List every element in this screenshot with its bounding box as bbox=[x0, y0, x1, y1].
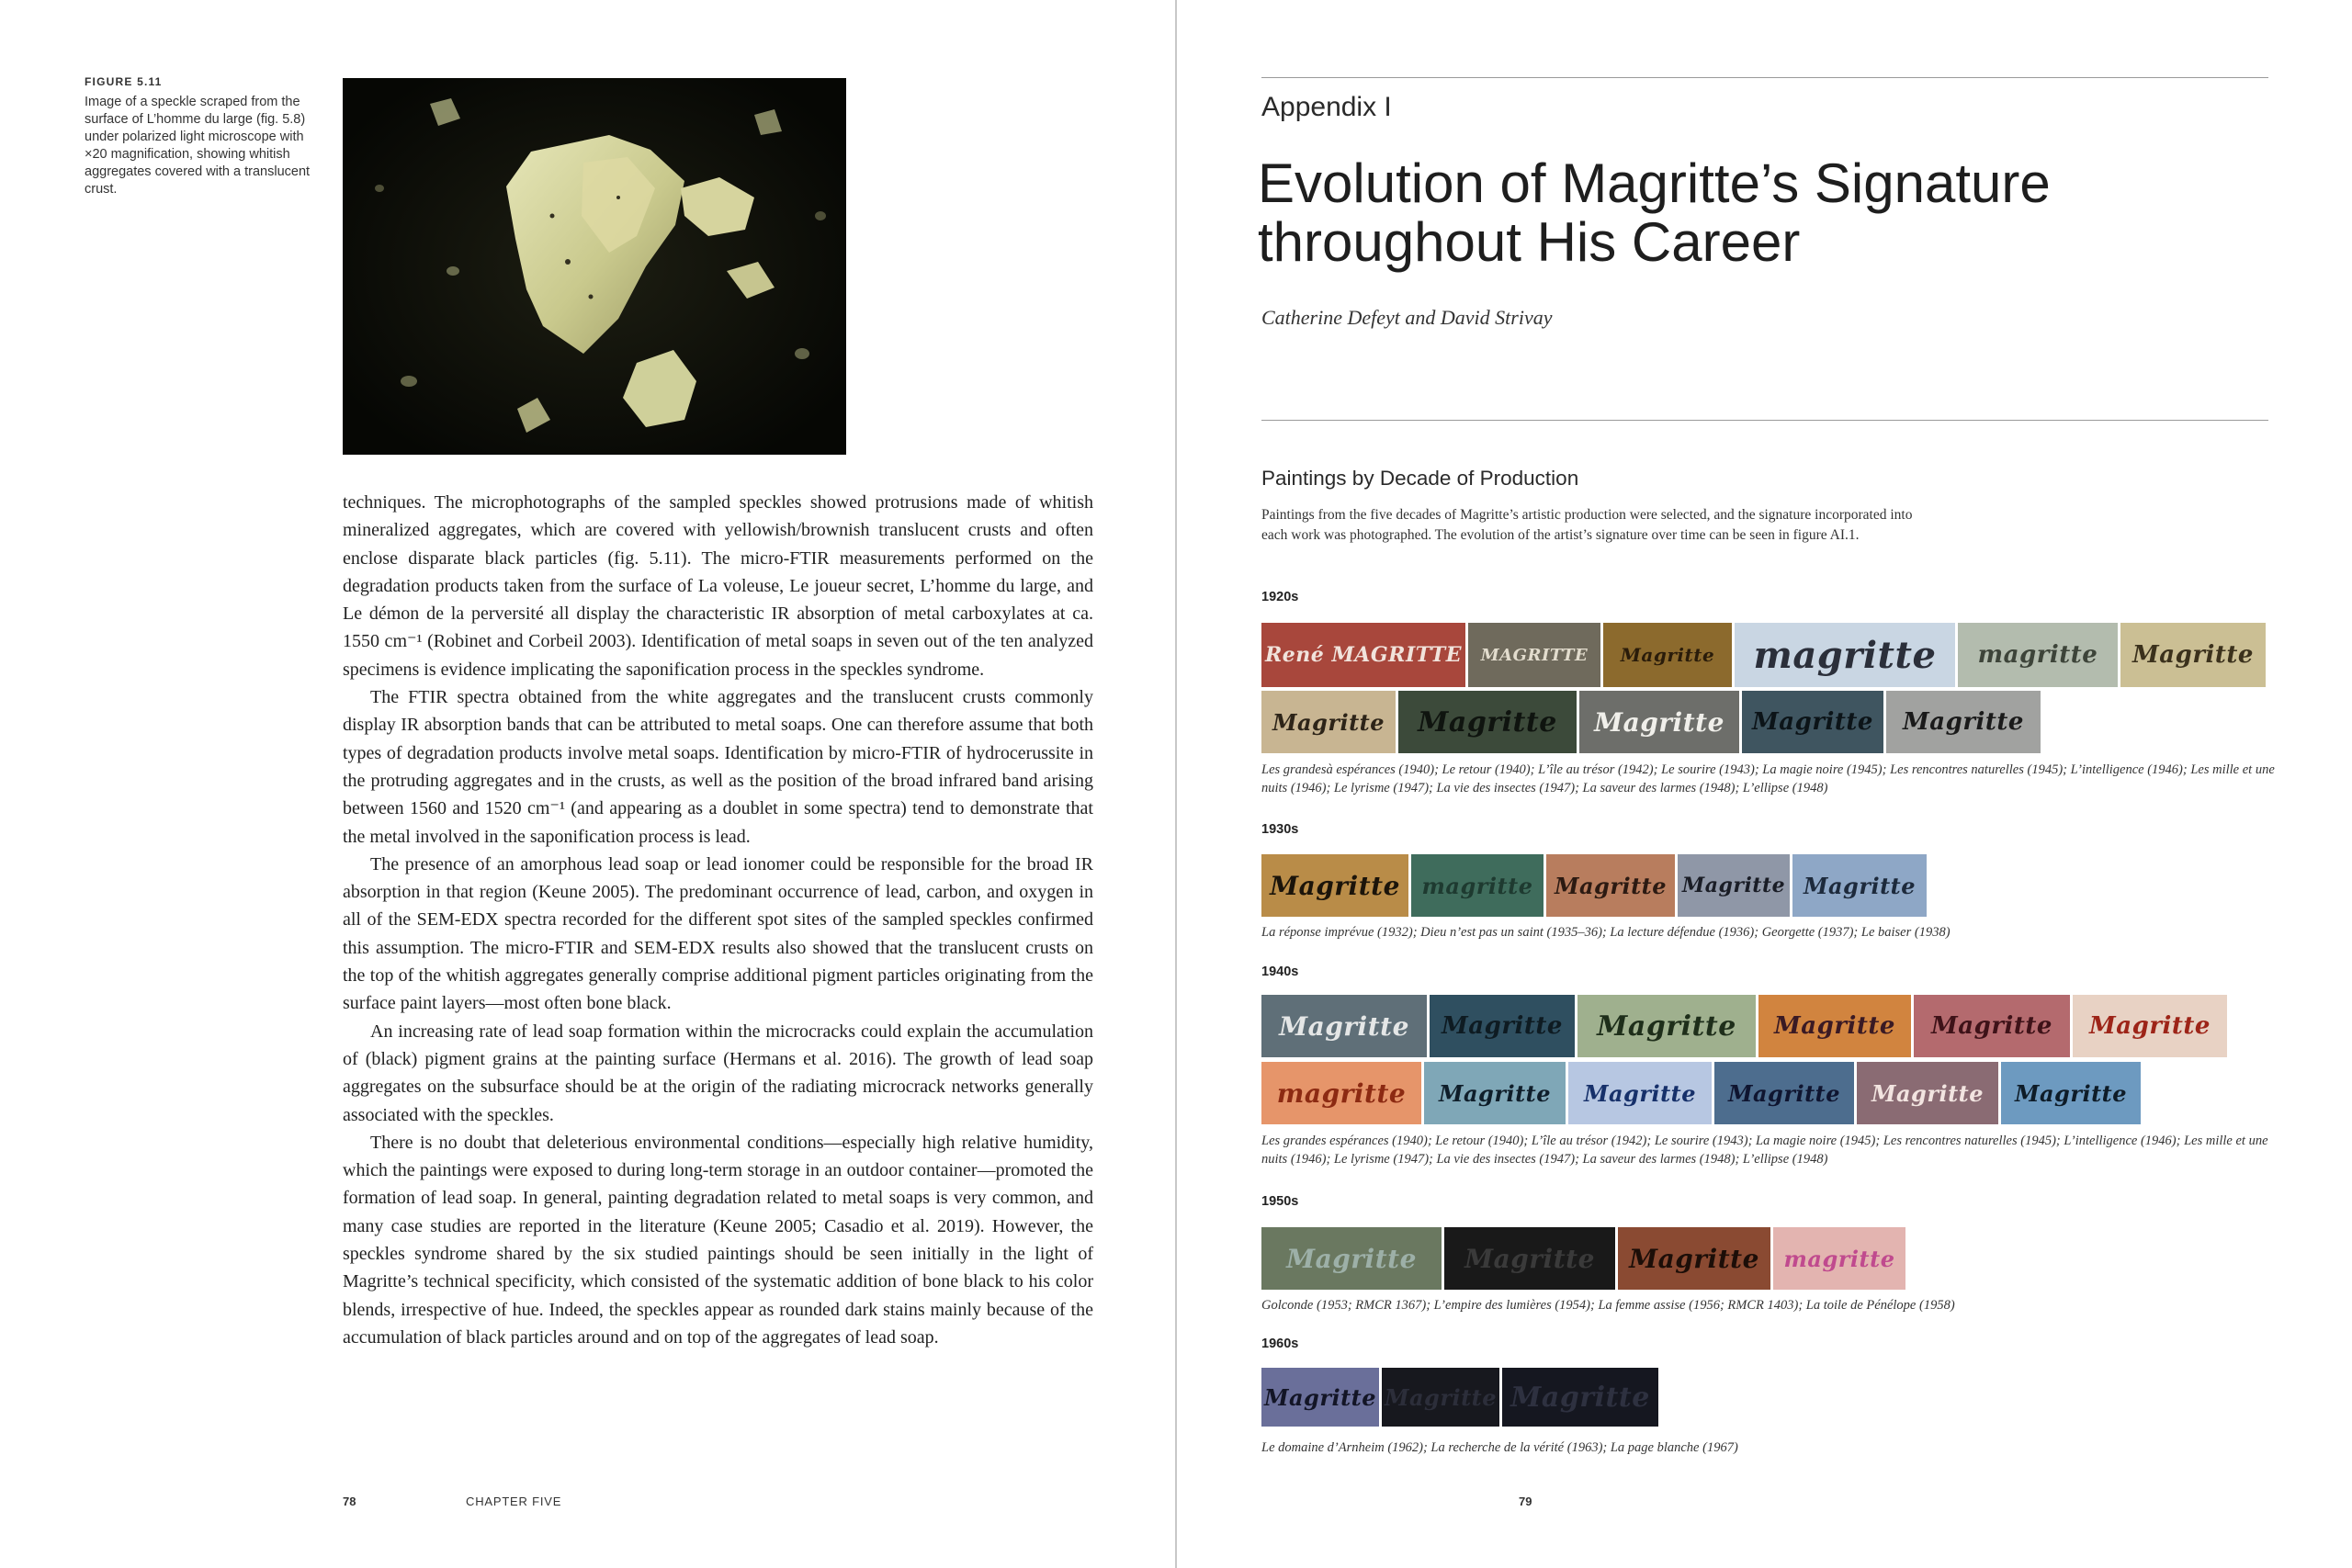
signature-text: magritte bbox=[1977, 641, 2098, 669]
credits-1960s: Le domaine d’Arnheim (1962); La recherche de la vérité (1963); La page blanche (1967) bbox=[1261, 1440, 1738, 1455]
signature-text: Magritte bbox=[1681, 874, 1786, 897]
body-paragraph-2: The FTIR spectra obtained from the white aggregates and the translucent crusts commonly display IR absorption bands that can be attributed to metal soaps. One can therefore assume that both types of degradation products involve metal soaps. Identification by micro-FTIR of hydrocerussite in the protruding aggregates and in the crusts, as well as the position of the broad infrared band arising between 1560 and 1520 cm⁻¹ (and appearing as a doublet in some spectra) tend to demonstrate that the metal involved in the saponification process is lead. bbox=[343, 687, 1093, 847]
signature-text: Magritte bbox=[2014, 1079, 2128, 1107]
signature-text: Magritte bbox=[1903, 708, 2024, 736]
signature-swatch bbox=[1261, 623, 1465, 687]
signature-text: Magritte bbox=[1629, 1243, 1759, 1274]
signature-row-1950s bbox=[1261, 1227, 1905, 1290]
signature-text: Magritte bbox=[1594, 706, 1724, 738]
signature-swatch bbox=[1579, 691, 1739, 753]
top-rule bbox=[1261, 77, 2268, 78]
signature-swatch bbox=[1502, 1368, 1658, 1427]
right-page bbox=[1177, 0, 2352, 1568]
signature-text: Magritte bbox=[1597, 1010, 1736, 1043]
signature-swatch bbox=[1886, 691, 2041, 753]
signature-text: magritte bbox=[1753, 633, 1937, 677]
signature-text: Magritte bbox=[1774, 1012, 1895, 1040]
signature-swatch bbox=[1792, 854, 1927, 917]
signature-swatch bbox=[1261, 1062, 1421, 1124]
signature-text: Magritte bbox=[1620, 644, 1715, 666]
page-number-right: 79 bbox=[1519, 1495, 1532, 1508]
signature-swatch bbox=[1424, 1062, 1566, 1124]
signature-swatch bbox=[1382, 1368, 1499, 1427]
credits-1930s: La réponse imprévue (1932); Dieu n’est pas un saint (1935–36); La lecture défendue (1936); Georgette (1937); Le baiser (1938) bbox=[1261, 925, 1951, 940]
signature-swatch bbox=[1603, 623, 1732, 687]
signature-swatch bbox=[1735, 623, 1955, 687]
signature-swatch bbox=[1857, 1062, 1998, 1124]
signature-text: Magritte bbox=[1583, 1079, 1697, 1107]
signature-text: Magritte bbox=[1272, 708, 1385, 736]
intro-paragraph: Paintings from the five decades of Magritte’s artistic production were selected, and the signature incorporated into each work was photographed. The evolution of the artist’s signature over time can be seen in figure AI.1. bbox=[1261, 507, 1913, 543]
credits-1950s: Golconde (1953; RMCR 1367); L’empire des lumières (1954); La femme assise (1956; RMCR 1403); La toile de Pénélope (1958) bbox=[1261, 1298, 1955, 1313]
signature-row-1920s-b bbox=[1261, 691, 2041, 753]
figure-caption bbox=[85, 73, 323, 198]
signature-swatch bbox=[1773, 1227, 1905, 1290]
signature-swatch bbox=[1261, 1227, 1442, 1290]
body-paragraph-5: There is no doubt that deleterious environmental conditions—especially high relative humidity, which the paintings were exposed to during long-term storage in an outdoor container—promoted the formation of lead soap. In general, painting degradation related to metal soaps is very common, and many case studies are reported in the literature (Keune 2005; Casadio et al. 2019). However, the speckles syndrome shared by the six studied paintings should be seen initially in the light of Magritte’s technical specificity, which consisted of the systematic addition of bone black to his color blends, irrespective of hue. Indeed, the speckles appear as rounded dark stains mainly because of the accumulation of black particles around and on top of the aggregates of lead soap. bbox=[343, 1132, 1093, 1348]
credits-1940s: Les grandes espérances (1940); Le retour (1940); L’île au trésor (1942); Le sourire (1943); La magie noire (1945); Les rencontres naturelles (1945); L’intelligence (1946); Les mille et une nuits (1946); Le lyrisme (1947); La vie des insectes (1947); La saveur des larmes (1948); L’ellipse (1948) bbox=[1261, 1134, 2268, 1167]
appendix-label: Appendix I bbox=[1261, 92, 1392, 122]
figure-label: FIGURE 5.11 bbox=[85, 75, 163, 88]
body-paragraph-4: An increasing rate of lead soap formation within the microcracks could explain the accumulation of (black) pigment grains at the painting surface (Hermans et al. 2016). The growth of lead soap aggregates on the subsurface should be at the origin of the radiating microcrack networks generally associated with the speckles. bbox=[343, 1021, 1093, 1125]
signature-text: Magritte bbox=[1464, 1243, 1595, 1274]
page-number-left: 78 bbox=[343, 1495, 356, 1508]
signature-swatch bbox=[1398, 691, 1577, 753]
section-heading: Paintings by Decade of Production bbox=[1261, 467, 1579, 490]
signature-swatch bbox=[1430, 995, 1575, 1057]
left-page bbox=[0, 0, 1175, 1568]
figure-caption-text: Image of a speckle scraped from the surface of L’homme du large (fig. 5.8) under polarized light microscope with ×20 magnification, showing whitish aggregates covered with a translucent crust. bbox=[85, 95, 311, 197]
title-line-1: Evolution of Magritte’s Signature bbox=[1258, 152, 2051, 214]
signature-swatch bbox=[1914, 995, 2070, 1057]
speckle-micrograph-graphic bbox=[343, 78, 846, 455]
signature-row-1920s-a bbox=[1261, 623, 2266, 687]
signature-swatch bbox=[1714, 1062, 1854, 1124]
signature-text: magritte bbox=[1276, 1077, 1407, 1109]
running-head: CHAPTER FIVE bbox=[466, 1495, 562, 1508]
signature-swatch bbox=[1742, 691, 1883, 753]
signature-swatch bbox=[1618, 1227, 1770, 1290]
signature-swatch bbox=[2120, 623, 2266, 687]
signature-swatch bbox=[2073, 995, 2227, 1057]
signature-text: Magritte bbox=[2089, 1012, 2211, 1040]
appendix-title bbox=[1258, 154, 2177, 272]
signature-text: Magritte bbox=[2132, 641, 2254, 669]
signature-text: Magritte bbox=[1931, 1012, 2052, 1040]
signature-text: Magritte bbox=[1418, 705, 1557, 739]
signature-swatch bbox=[1577, 995, 1756, 1057]
signature-text: Magritte bbox=[1871, 1079, 1984, 1107]
signature-swatch bbox=[1411, 854, 1544, 917]
signature-text: Magritte bbox=[1727, 1079, 1841, 1107]
speckle-micrograph bbox=[343, 78, 846, 455]
authors: Catherine Defeyt and David Strivay bbox=[1261, 306, 1553, 329]
signature-text: Magritte bbox=[1752, 708, 1873, 736]
signature-swatch bbox=[1546, 854, 1675, 917]
decade-label-1920s: 1920s bbox=[1261, 590, 1299, 604]
signature-text: René MAGRITTE bbox=[1265, 643, 1462, 667]
signature-swatch bbox=[1261, 1368, 1379, 1427]
signature-text: MAGRITTE bbox=[1480, 645, 1589, 665]
credits-1920s: Les grandesà espérances (1940); Le retour (1940); L’île au trésor (1942); Le sourire (1943); La magie noire (1945); Les rencontres naturelles (1945); L’intelligence (1946); Les mille et une nuits (1946); Le lyrisme (1947); La vie des insectes (1947); La saveur des larmes (1948); L’ellipse (1948) bbox=[1261, 762, 2275, 795]
signature-swatch bbox=[1261, 854, 1408, 917]
signature-row-1960s bbox=[1261, 1368, 1658, 1427]
signature-text: magritte bbox=[1421, 872, 1533, 899]
signature-swatch bbox=[1261, 691, 1396, 753]
signature-row-1930s bbox=[1261, 854, 1927, 917]
decade-label-1960s: 1960s bbox=[1261, 1337, 1299, 1351]
signature-swatch bbox=[1261, 995, 1427, 1057]
signature-swatch bbox=[1958, 623, 2118, 687]
signature-text: Magritte bbox=[1442, 1012, 1563, 1040]
body-paragraph-1: techniques. The microphotographs of the sampled speckles showed protrusions made of whitish mineralized aggregates, which are covered with yellowish/brownish translucent crusts and often enclose disparate black particles (fig. 5.11). The micro-FTIR measurements performed on the degradation products taken from the surface of La voleuse, Le joueur secret, L’homme du large, and Le démon de la perversité all display the characteristic IR absorption of metal carboxylates at ca. 1550 cm⁻¹ (Robinet and Corbeil 2003). Identification of metal soaps in seven out of the ten analyzed specimens is evidence implicating the saponification process in the speckles syndrome. bbox=[343, 492, 1093, 680]
signature-swatch bbox=[1758, 995, 1911, 1057]
title-line-2: throughout His Career bbox=[1258, 211, 1801, 273]
signature-row-1940s-a bbox=[1261, 995, 2227, 1057]
signature-swatch bbox=[1678, 854, 1790, 917]
decade-label-1940s: 1940s bbox=[1261, 964, 1299, 979]
signature-text: Magritte bbox=[1270, 870, 1400, 901]
signature-text: Magritte bbox=[1263, 1383, 1377, 1411]
signature-text: magritte bbox=[1783, 1245, 1895, 1272]
signature-text: Magritte bbox=[1510, 1381, 1650, 1414]
decade-label-1930s: 1930s bbox=[1261, 822, 1299, 837]
section-rule bbox=[1261, 420, 2268, 421]
chapter-body-text bbox=[343, 489, 1093, 1351]
signature-text: Magritte bbox=[1803, 872, 1917, 899]
signature-text: Magritte bbox=[1286, 1243, 1417, 1274]
signature-swatch bbox=[2001, 1062, 2141, 1124]
body-paragraph-3: The presence of an amorphous lead soap or lead ionomer could be responsible for the broad IR absorption in that region (Keune 2005). The predominant occurrence of lead, carbon, and oxygen in all of the SEM-EDX spectra recorded for the different spot sites of the sampled speckles confirmed this assumption. The micro-FTIR and SEM-EDX results also showed that the translucent crusts on the top of the whitish aggregates generally comprise additional pigment particles originating from the surface paint layers—most often bone black. bbox=[343, 853, 1093, 1014]
signature-text: Magritte bbox=[1438, 1079, 1552, 1107]
signature-row-1940s-b bbox=[1261, 1062, 2141, 1124]
signature-swatch bbox=[1468, 623, 1600, 687]
signature-text: Magritte bbox=[1384, 1383, 1498, 1411]
signature-text: Magritte bbox=[1554, 872, 1668, 899]
signature-swatch bbox=[1568, 1062, 1712, 1124]
signature-swatch bbox=[1444, 1227, 1615, 1290]
decade-label-1950s: 1950s bbox=[1261, 1194, 1299, 1209]
signature-text: Magritte bbox=[1279, 1010, 1409, 1042]
